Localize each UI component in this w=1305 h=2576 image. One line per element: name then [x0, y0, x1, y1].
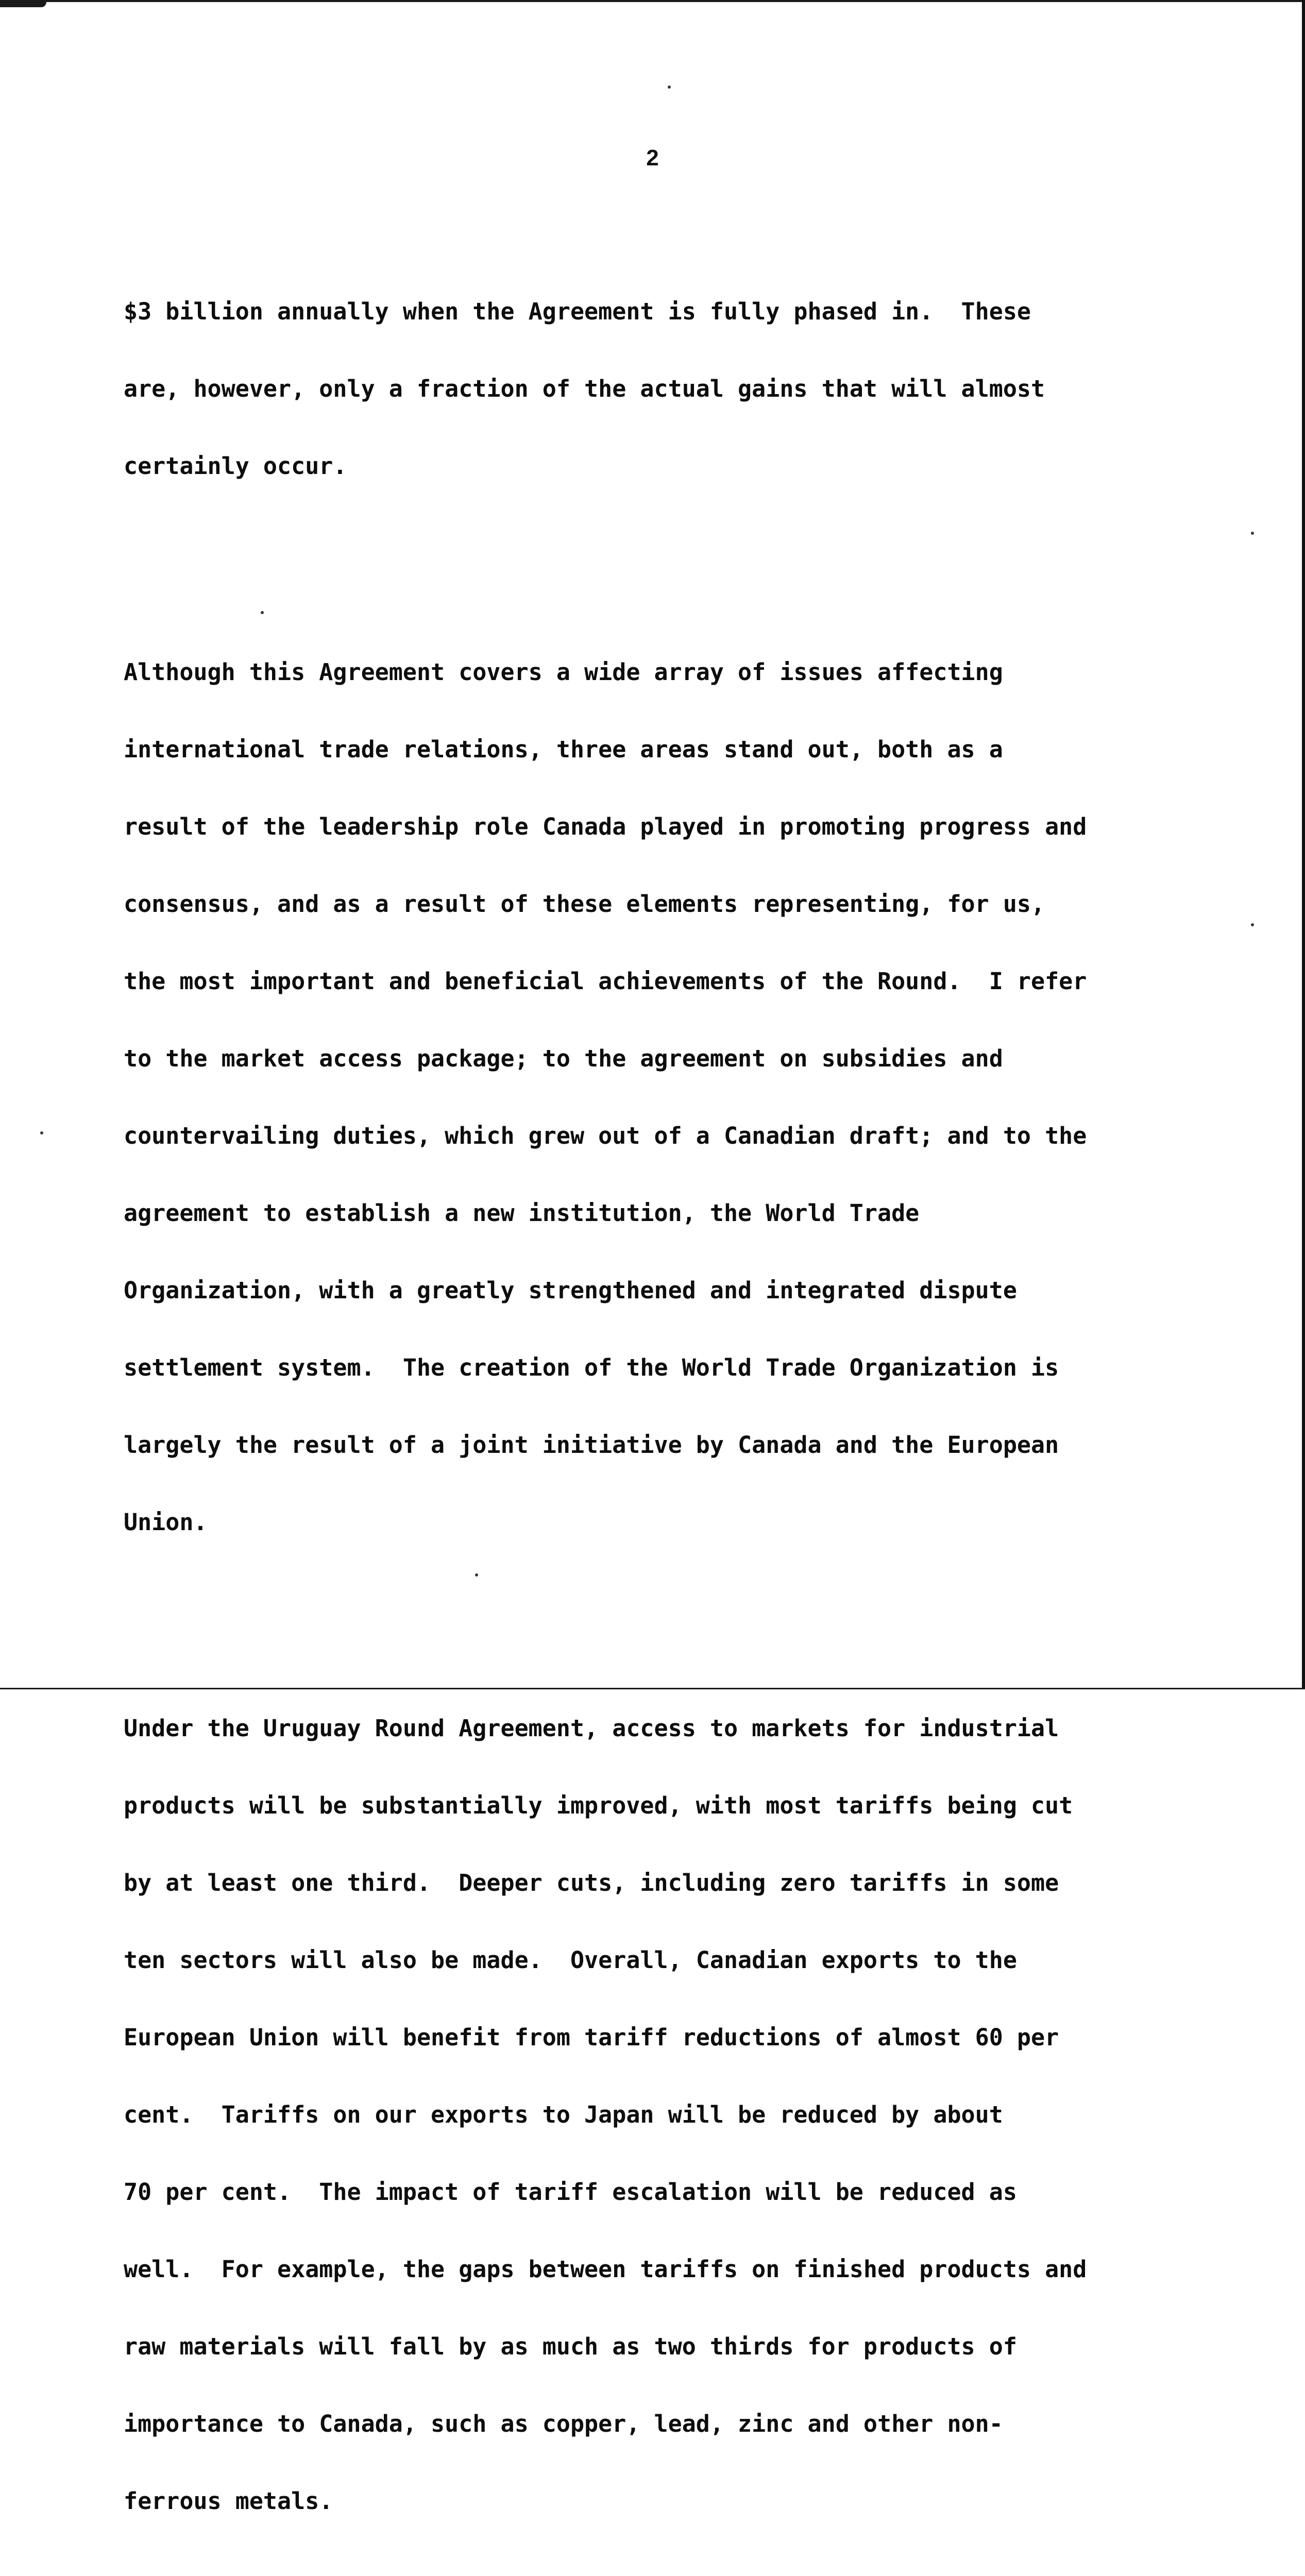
page-number: 2 [646, 145, 659, 171]
text-line: settlement system. The creation of the World Trade Organization is [124, 1354, 1059, 1381]
scan-speck [40, 1131, 43, 1134]
text-line: Although this Agreement covers a wide array of issues affecting [124, 658, 1003, 686]
text-line: international trade relations, three areas stand out, both as a [124, 736, 1003, 763]
scan-speck [668, 86, 671, 89]
paragraph [124, 247, 1236, 531]
text-line: Organization, with a greatly strengthened and integrated dispute [124, 1277, 1017, 1304]
text-line: by at least one third. Deeper cuts, including zero tariffs in some [124, 1869, 1059, 1896]
text-line: largely the result of a joint initiative by Canada and the European [124, 1431, 1059, 1459]
text-line: 70 per cent. The impact of tariff escalation will be reduced as [124, 2178, 1017, 2206]
text-line: Under the Uruguay Round Agreement, access to markets for industrial [124, 1715, 1059, 1742]
text-line: cent. Tariffs on our exports to Japan will be reduced by about [124, 2101, 1003, 2128]
document-body [124, 196, 1236, 2576]
text-line: to the market access package; to the agreement on subsidies and [124, 1045, 1003, 1072]
text-line: $3 billion annually when the Agreement is fully phased in. These [124, 298, 1031, 325]
text-line: result of the leadership role Canada played in promoting progress and [124, 813, 1087, 840]
text-line: well. For example, the gaps between tariffs on finished products and [124, 2256, 1087, 2283]
text-line: Union. [124, 1509, 208, 1536]
text-line: products will be substantially improved, with most tariffs being cut [124, 1792, 1073, 1819]
text-line: importance to Canada, such as copper, lead, zinc and other non- [124, 2410, 1003, 2437]
scan-corner-mark [0, 2, 46, 7]
scan-edge-right [1302, 0, 1305, 1689]
text-line: the most important and beneficial achievements of the Round. I refer [124, 968, 1087, 995]
scan-edge-top [0, 0, 1305, 2]
paragraph [124, 1664, 1236, 2566]
text-line: consensus, and as a result of these elements representing, for us, [124, 890, 1045, 918]
text-line: agreement to establish a new institution, the World Trade [124, 1199, 920, 1227]
text-line: ferrous metals. [124, 2487, 333, 2515]
text-line: certainly occur. [124, 452, 347, 480]
text-line: raw materials will fall by as much as two thirds for products of [124, 2333, 1017, 2360]
text-line: countervailing duties, which grew out of a Canadian draft; and to the [124, 1122, 1087, 1149]
paragraph [124, 608, 1236, 1587]
text-line: European Union will benefit from tariff reductions of almost 60 per [124, 2024, 1059, 2051]
text-line: are, however, only a fraction of the actual gains that will almost [124, 375, 1045, 402]
scan-speck [1251, 532, 1254, 535]
scan-speck [1251, 923, 1254, 926]
text-line: ten sectors will also be made. Overall, Canadian exports to the [124, 1946, 1017, 1974]
